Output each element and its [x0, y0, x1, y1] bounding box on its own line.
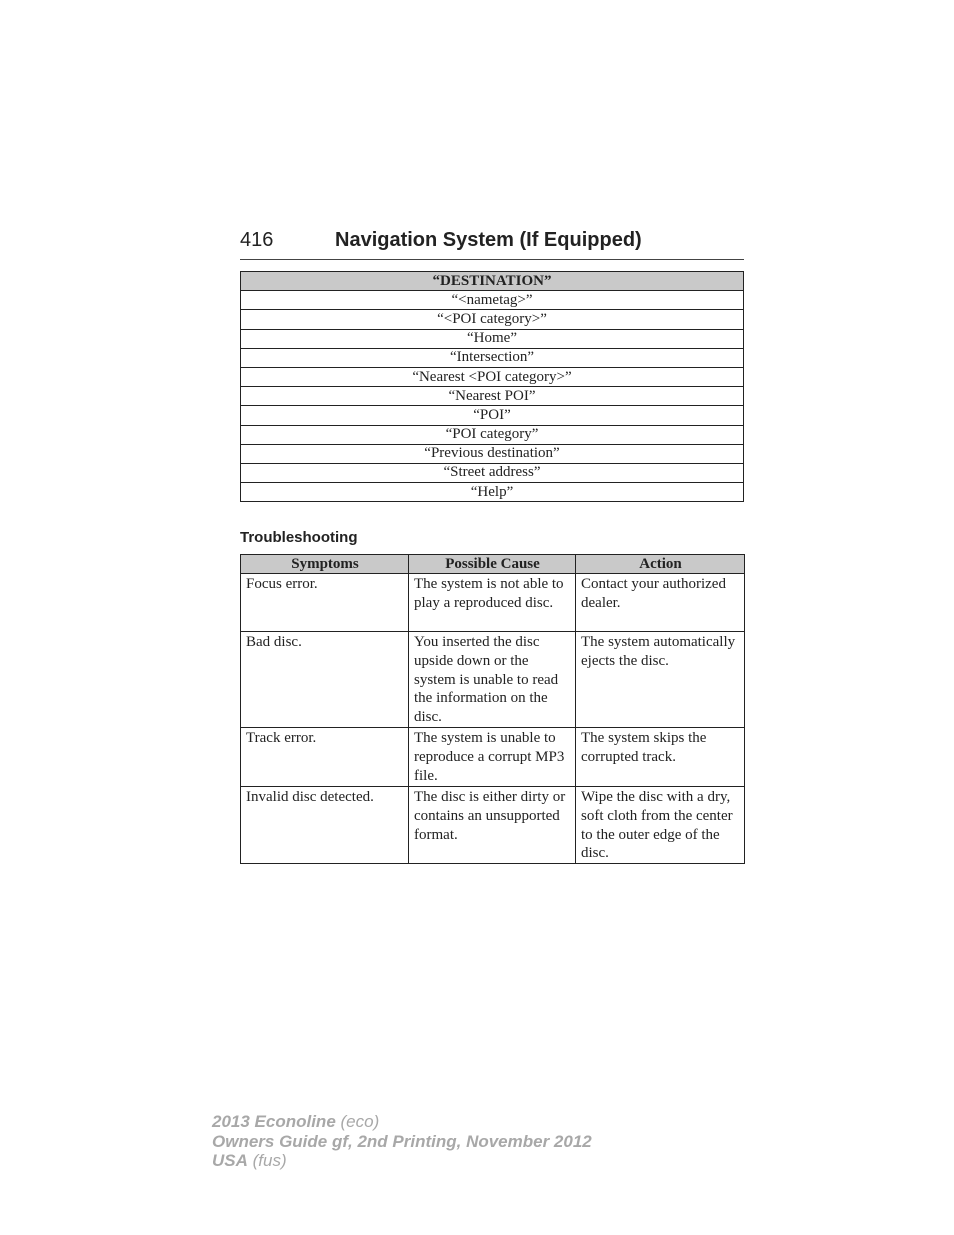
column-header-possible-cause: Possible Cause — [409, 555, 576, 574]
page-header — [240, 229, 744, 260]
column-header-symptoms: Symptoms — [241, 555, 409, 574]
table-row — [241, 291, 744, 310]
page-title: Navigation System (If Equipped) — [335, 229, 642, 251]
command-cell: “Previous destination” — [241, 444, 744, 463]
table-row — [241, 329, 744, 348]
table-row — [241, 463, 744, 482]
command-cell: “Help” — [241, 483, 744, 502]
action-cell: Wipe the disc with a dry, soft cloth from the center to the outer edge of the disc. — [576, 787, 745, 864]
symptom-cell: Track error. — [241, 728, 409, 787]
cause-cell: The disc is either dirty or contains an unsupported format. — [409, 787, 576, 864]
column-header-action: Action — [576, 555, 745, 574]
table-row — [241, 444, 744, 463]
page-number: 416 — [240, 229, 274, 251]
action-cell: The system automatically ejects the disc. — [576, 632, 745, 728]
action-cell: The system skips the corrupted track. — [576, 728, 745, 787]
footer-guide-info: Owners Guide gf, 2nd Printing, November 2012 — [212, 1131, 592, 1151]
table-header-row — [241, 555, 745, 574]
command-cell: “Nearest <POI category>” — [241, 367, 744, 386]
command-cell: “POI category” — [241, 425, 744, 444]
table-row — [241, 632, 745, 728]
symptom-cell: Invalid disc detected. — [241, 787, 409, 864]
troubleshooting-table — [240, 554, 745, 864]
footer-model: 2013 Econoline — [212, 1112, 336, 1131]
symptom-cell: Bad disc. — [241, 632, 409, 728]
table-row — [241, 310, 744, 329]
cause-cell: The system is unable to reproduce a corrupt MP3 file. — [409, 728, 576, 787]
command-cell: “Home” — [241, 329, 744, 348]
section-heading: Troubleshooting — [240, 529, 358, 546]
command-cell: “<nametag>” — [241, 291, 744, 310]
table-row — [241, 367, 744, 386]
footer-model-code: (eco) — [340, 1112, 380, 1131]
footer-market: USA — [212, 1151, 248, 1170]
table-row — [241, 787, 745, 864]
command-cell: “<POI category>” — [241, 310, 744, 329]
table-row — [241, 348, 744, 367]
command-cell: “Nearest POI” — [241, 387, 744, 406]
footer-line-model — [212, 1112, 592, 1132]
command-cell: “Street address” — [241, 463, 744, 482]
cause-cell: You inserted the disc upside down or the system is unable to read the information on the disc. — [409, 632, 576, 728]
action-cell: Contact your authorized dealer. — [576, 574, 745, 632]
command-cell: “POI” — [241, 406, 744, 425]
command-cell: “Intersection” — [241, 348, 744, 367]
footer-line-market — [212, 1151, 592, 1171]
destination-header: “DESTINATION” — [241, 272, 744, 291]
table-header-row — [241, 272, 744, 291]
table-row — [241, 728, 745, 787]
footer-market-code: (fus) — [252, 1151, 287, 1170]
footer-line-guide — [212, 1132, 592, 1152]
table-row — [241, 574, 745, 632]
page-footer — [212, 1112, 592, 1171]
table-row — [241, 425, 744, 444]
table-row — [241, 483, 744, 502]
cause-cell: The system is not able to play a reproduced disc. — [409, 574, 576, 632]
symptom-cell: Focus error. — [241, 574, 409, 632]
table-row — [241, 406, 744, 425]
destination-commands-table — [240, 271, 744, 502]
table-row — [241, 387, 744, 406]
